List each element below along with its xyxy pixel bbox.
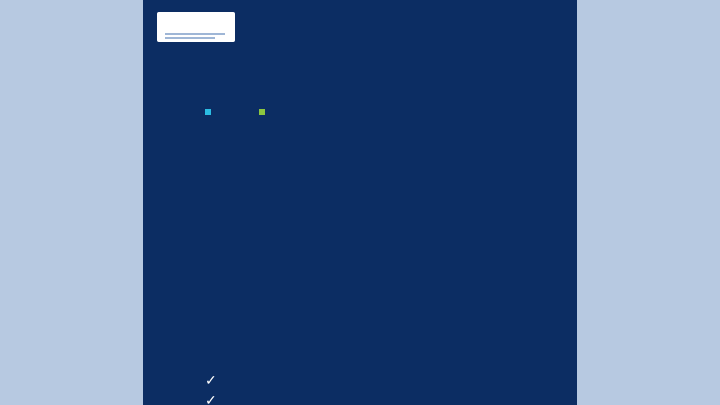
checkmark-icon: ✓ (205, 372, 217, 388)
budget-chart (143, 0, 577, 405)
bullet-item-1 (205, 372, 227, 389)
checkmark-icon: ✓ (205, 392, 217, 405)
slide (143, 0, 577, 405)
bullet-item-2 (205, 392, 227, 405)
